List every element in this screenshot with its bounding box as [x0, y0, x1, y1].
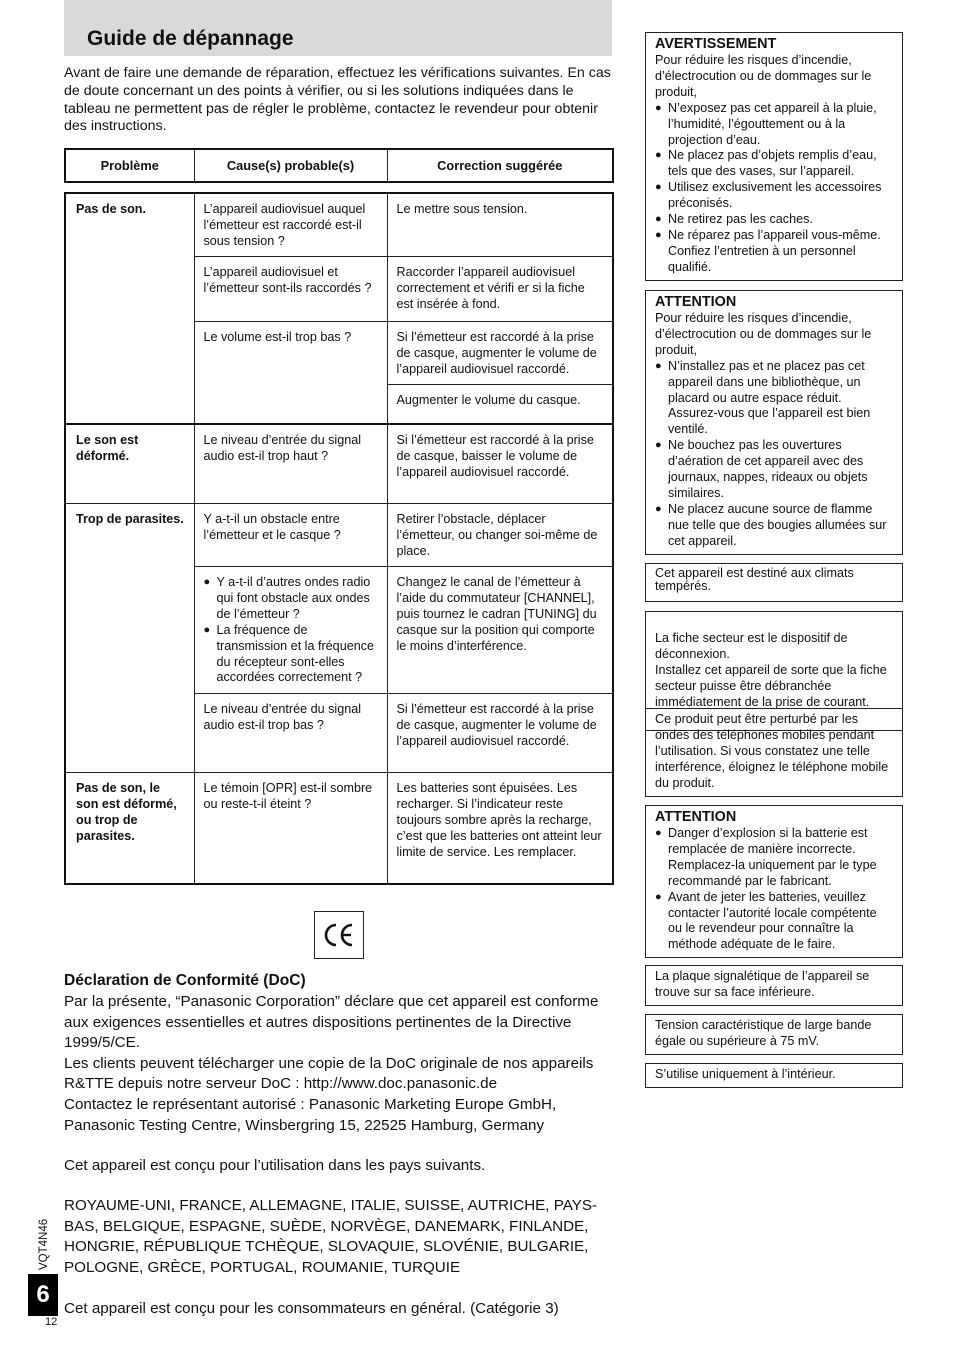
col-header-fix: Correction suggérée [387, 149, 613, 182]
troubleshooting-table [64, 192, 614, 885]
page-title: Guide de dépannage [87, 27, 294, 50]
list-item: ● N’exposez pas cet appareil à la pluie, l’humidité, l’égouttement ou à la projection d’eau. [655, 101, 893, 149]
list-item: ● Y a-t-il d’autres ondes radio qui font obstacle aux ondes de l’émetteur ? [204, 575, 378, 623]
model-code-text: VQT4N46 [38, 1218, 50, 1270]
ce-mark-icon [321, 922, 357, 948]
consumer-category: Cet appareil est conçu pour les consommateurs en général. (Catégorie 3) [64, 1300, 559, 1317]
nameplate-text: La plaque signalétique de l’appareil se trouve sur sa face inférieure. [655, 969, 870, 999]
plug-text: La fiche secteur est le dispositif de déconnexion. Installez cet appareil de sorte que la fiche secteur puisse être débranchée immédiatement de la prise de courant. [655, 630, 887, 709]
fix-cell: Le mettre sous tension. [387, 193, 613, 257]
list-item: ● Ne retirez pas les caches. [655, 212, 893, 228]
problem-cell: Pas de son. [65, 193, 194, 424]
page-number-small: 12 [45, 1316, 58, 1328]
countries-list: ROYAUME-UNI, FRANCE, ALLEMAGNE, ITALIE, SUISSE, AUTRICHE, PAYS-BAS, BELGIQUE, ESPAGNE, SUÈDE, NORVÈGE, DANEMARK, FINLANDE, HONGRIE, RÉPUBLIQUE TCHÈQUE, SLOVAQUIE, SLOVÉNIE, BULGARIE, POLOGNE, GRÈCE, PORTUGAL, ROUMANIE, TURQUIE [64, 1197, 598, 1276]
attention-title: ATTENTION [655, 294, 737, 310]
voltage-note [645, 1014, 903, 1055]
table-row [65, 773, 613, 885]
cause-cell: Y a-t-il un obstacle entre l’émetteur et le casque ? [194, 504, 387, 567]
ce-mark-logo [314, 911, 364, 959]
list-item: ● Avant de jeter les batteries, veuillez contacter l’autorité locale compétente ou le revendeur pour connaître la méthode adéquate de le faire. [655, 890, 893, 954]
mobile-text: Ce produit peut être perturbé par les ondes des téléphones mobiles pendant l’utilisation. Si vous constatez une telle interférence, éloignez le téléphone mobile du produit. [655, 712, 889, 790]
col-header-problem: Problème [65, 149, 194, 182]
warning-intro: Pour réduire les risques d’incendie, d’électrocution ou de dommages sur le produit, [655, 53, 872, 99]
fix-cell: Raccorder l’appareil audiovisuel correctement et vérifi er si la fiche est insérée à fond. [387, 257, 613, 322]
cause-list [204, 575, 378, 686]
cause-cell: Le volume est-il trop bas ? [194, 322, 387, 425]
fix-cell: Si l’émetteur est raccordé à la prise de casque, baisser le volume de l’appareil audiovisuel raccordé. [387, 424, 613, 504]
cause-cell: Le niveau d’entrée du signal audio est-il trop haut ? [194, 424, 387, 504]
countries-intro: Cet appareil est conçu pour l’utilisation dans les pays suivants. [64, 1157, 486, 1174]
fix-cell: Retirer l’obstacle, déplacer l’émetteur, ou changer soi-même de place. [387, 504, 613, 567]
problem-cell: Pas de son, le son est déformé, ou trop de parasites. [65, 773, 194, 885]
page-number: 6 [36, 1281, 50, 1308]
list-item: ● Ne placez pas d’objets remplis d’eau, tels que des vases, sur l’appareil. [655, 148, 893, 180]
attention-box-battery [645, 805, 903, 958]
title-band [64, 0, 612, 56]
doc-title: Déclaration de Conformité (DoC) [64, 972, 306, 989]
intro-paragraph: Avant de faire une demande de réparation, effectuez les vérifications suivantes. En cas de doute concernant un des points à vérifier, ou si les solutions indiquées dans le tableau ne permettent pas de régler le problème, contactez le revendeur pour obtenir des instructions. [64, 65, 611, 135]
problem-cell: Trop de parasites. [65, 504, 194, 773]
list-item: ● Utilisez exclusivement les accessoires préconisés. [655, 180, 893, 212]
table-row [65, 504, 613, 567]
col-header-cause: Cause(s) probable(s) [194, 149, 387, 182]
attention-list [655, 359, 893, 550]
doc-body: Par la présente, “Panasonic Corporation” déclare que cet appareil est conforme aux exigences essentielles et autres dispositions pertinentes de la Directive 1999/5/CE. Les clients peuvent télécharger une copie de la DoC originale de nos appareils R&TTE depuis notre serveur DoC : http://www.doc.panasonic.de Contactez le représentant autorisé : Panasonic Marketing Europe GmbH, Panasonic Testing Centre, Winsbergring 15, 22525 Hamburg, Germany [64, 993, 599, 1134]
cause-cell: Le niveau d’entrée du signal audio est-il trop bas ? [194, 694, 387, 773]
page-number-badge [28, 1274, 58, 1316]
cause-cell: L’appareil audiovisuel auquel l’émetteur est raccordé est-il sous tension ? [194, 193, 387, 257]
attention-list [655, 826, 893, 953]
fix-cell: Les batteries sont épuisées. Les recharger. Si l’indicateur reste toujours sombre après la recharge, c’est que les batteries ont atteint leur limite de service. Les remplacer. [387, 773, 613, 885]
indoor-text: S’utilise uniquement à l’intérieur. [655, 1067, 836, 1081]
fix-cell: Changez le canal de l’émetteur à l’aide du commutateur [CHANNEL], puis tournez le cadran [TUNING] du casque sur la position qui comporte le moins d’interférence. [387, 567, 613, 694]
fix-cell: Augmenter le volume du casque. [387, 385, 613, 425]
fix-cell: Si l’émetteur est raccordé à la prise de casque, augmenter le volume de l’appareil audiovisuel raccordé. [387, 322, 613, 385]
attention-title: ATTENTION [655, 809, 737, 825]
climate-text: Cet appareil est destiné aux climats tempérés. [655, 566, 854, 593]
table-row [65, 424, 613, 504]
problem-cell: Le son est déformé. [65, 424, 194, 504]
warning-list [655, 101, 893, 276]
list-item: ● N’installez pas et ne placez pas cet appareil dans une bibliothèque, un placard ou autre espace réduit. Assurez-vous que l’appareil est bien ventilé. [655, 359, 893, 439]
model-code [38, 1206, 66, 1270]
nameplate-note [645, 965, 903, 1006]
warning-title: AVERTISSEMENT [655, 36, 777, 52]
voltage-text: Tension caractéristique de large bande égale ou supérieure à 75 mV. [655, 1018, 872, 1048]
mobile-interference-note [645, 708, 903, 797]
cause-cell [194, 567, 387, 694]
list-item: ● La fréquence de transmission et la fréquence du récepteur sont-elles accordées correctement ? [204, 623, 378, 687]
attention-box-ventilation [645, 290, 903, 555]
table-row [65, 193, 613, 257]
list-item: ● Danger d’explosion si la batterie est remplacée de manière incorrecte. Remplacez-la uniquement par le type recommandé par le fabricant. [655, 826, 893, 890]
fix-cell: Si l’émetteur est raccordé à la prise de casque, augmenter le volume de l’appareil audiovisuel raccordé. [387, 694, 613, 773]
climate-note [645, 563, 903, 602]
troubleshooting-table-header [64, 148, 614, 183]
attention-intro: Pour réduire les risques d’incendie, d’électrocution ou de dommages sur le produit, [655, 311, 872, 357]
list-item: ● Ne réparez pas l’appareil vous-même. Confiez l’entretien à un personnel qualifié. [655, 228, 893, 276]
cause-cell: L’appareil audiovisuel et l’émetteur sont-ils raccordés ? [194, 257, 387, 322]
cause-cell: Le témoin [OPR] est-il sombre ou reste-t-il éteint ? [194, 773, 387, 885]
warning-box [645, 32, 903, 281]
list-item: ● Ne bouchez pas les ouvertures d’aération de cet appareil avec des journaux, nappes, rideaux ou objets similaires. [655, 438, 893, 502]
list-item: ● Ne placez aucune source de flamme nue telle que des bougies allumées sur cet appareil. [655, 502, 893, 550]
indoor-note [645, 1063, 903, 1088]
